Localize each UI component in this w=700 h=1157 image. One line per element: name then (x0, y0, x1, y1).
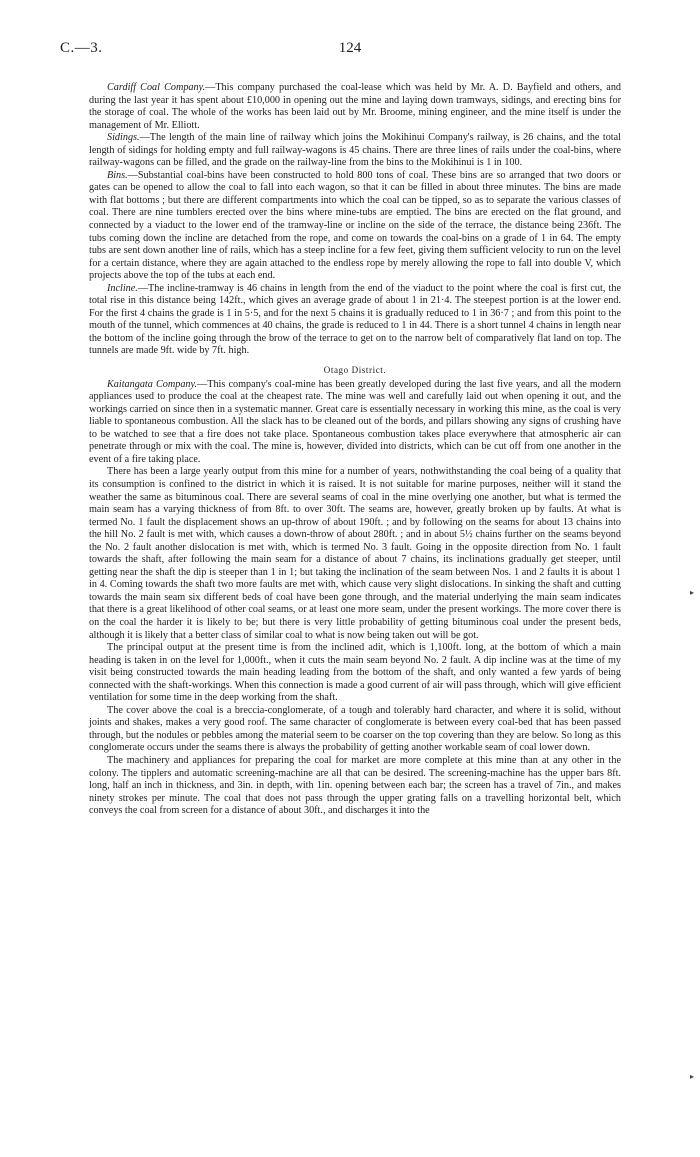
paragraph-lead: Cardiff Coal Company. (107, 82, 206, 93)
paragraph-cover (89, 705, 621, 755)
paragraph-lead: Bins. (107, 169, 128, 181)
body-text (89, 82, 621, 818)
paragraph-lead: Kaitangata Company. (107, 378, 198, 390)
paragraph-kaitangata (89, 379, 621, 467)
paragraph-output (89, 466, 621, 642)
paragraph-incline (89, 283, 621, 358)
paragraph-text: —The incline-tramway is 46 chains in length from the end of the viaduct to the point where the coal is first cut, the total rise in this distance being 142ft., which gives an average grade of about 1 in 21·4. The steepest portion is at the lower end. For the first 4 chains the grade is 1 in 5·5, and for the next 5 chains it is gradually reduced to 1 in 36·7 ; and from this point to the mouth of the tunnel, which commences at 40 chains, the grade is reduced to 1 in 44. There is a short tunnel 4 chains in length near the bottom of the incline going through the brow of the terrace to get on to the narrow belt of comparatively flat land on top. The tunnels are made 9ft. wide by 7ft. high. (89, 282, 621, 357)
paragraph-sidings (89, 132, 621, 170)
paragraph-lead: Incline. (107, 282, 138, 294)
paragraph-principal-output (89, 642, 621, 705)
paragraph-text: The machinery and appliances for preparing the coal for market are more complete at this mine than at any other in the colony. The tipplers and automatic screening-machine are all that can be desired. The screening-machine has the upper bars 8ft. long, half an inch in thickness, and 3in. in depth, with 1in. opening between each bar; the screen has a travel of 7in., and makes ninety strokes per minute. The coal that does not pass through the upper grating falls on a travelling horizontal belt, which conveys the coal from screen for a distance of about 30ft., and discharges it into the (89, 754, 621, 817)
paragraph-text: The principal output at the present time is from the inclined adit, which is 1,100ft. long, at the bottom of which a main heading is taken in on the level for 1,000ft., when it cuts the main seam beyond No. 2 fault. A dip incline was at the time of my visit being constructed towards the main heading leading from the bottom of the shaft, and only wanted a few yards of being connected with the shaft-workings. When this connection is made a good current of air will pass through, which will give efficient ventilation for some time in the deep working from the shaft. (89, 642, 621, 704)
section-code: C.—3. (60, 40, 103, 56)
margin-mark-icon: ▸ (689, 588, 694, 597)
paragraph-cardiff (89, 82, 621, 132)
paragraph-lead: Sidings. (107, 132, 140, 144)
paragraph-text: —Substantial coal-bins have been constructed to hold 800 tons of coal. These bins are so arranged that two doors or gates can be opened to allow the coal to fall into each wagon, so that it can be filled in about three minutes. The bins are made with flat bottoms ; but there are different compartments into which the coal can be tipped, so as to separate the various classes of coal. There are nine tumblers erected over the bins where mine-tubs are emptied. The bins are erected on the flat ground, and connected by a viaduct to the lower end of the tramway-line or incline on the side of the terrace, the distance being 236ft. The tubs coming down the incline are detached from the rope, and come on towards the coal-bins on a grade of 1 in 64. The empty tubs are sent down another line of rails, which has a steep incline for a few feet, giving them sufficient velocity to run on the level for a certain distance, where they are again attached to the endless rope by merely allowing the rope to fall into double V, which projects above the top of the tubs at each end. (89, 169, 621, 282)
paragraph-text: —The length of the main line of railway which joins the Mokihinui Company's railway, is 26 chains, and the total length of sidings for holding empty and full railway-wagons is 45 chains. There are three lines of rails under the coal-bins, where railway-wagons can be filled, and the grade on the railway-line from the bins to the Mokihinui is 1 in 100. (89, 132, 621, 169)
page-number: 124 (338, 40, 362, 56)
margin-mark-icon: ▸ (689, 1072, 694, 1081)
paragraph-text: There has been a large yearly output from this mine for a number of years, nothwithstanding the coal being of a quality that its consumption is confined to the district in which it is raised. It is not suitable for marine purposes, neither will it stand the weather the same as bituminous coal. There are several seams of coal in the mine overlying one another, but what is termed the main seam has a varying thickness of from 8ft. to over 30ft. The seams are, however, greatly broken up by faults. At what is termed No. 1 fault the displacement shows an up-throw of about 190ft. ; and by following on the seams for about 13 chains into the hill No. 2 fault is met with, which causes a down-throw of about 280ft. ; and in about 5½ chains further on the seams beyond the No. 2 fault another dislocation is met with, which is termed No. 3 fault. Going in the opposite direction from No. 1 fault towards the shaft, after following the main seam for a distance of about 7 chains, its inclinations gradually get steeper, until getting near the shaft the dip is steeper than 1 in 1; but taking the inclination of the seam between Nos. 1 and 2 faults it is about 1 in 4. Coming towards the shaft two more faults are met with, which cause very slight dislocations. In sinking the shaft and cutting towards the main seam six different beds of coal have been gone through, and the material underlying the main seam indicates that there is a great likelihood of other coal seams, or at least one more seam, under the present workings. The more cover there is on the coal the harder it is likely to be; but there is very little probability of getting bituminous coal under the present beds, although it is likely that a better class of similar coal to what is now being taken out will be got. (89, 466, 621, 641)
paragraph-text: The cover above the coal is a breccia-conglomerate, of a tough and tolerably hard character, and where it is solid, without joints and shakes, makes a very good roof. The same character of conglomerate is between every coal-bed that has been passed through, but the nodules or pebbles among the material seem to be coarser on the top covering than they are below. So long as this conglomerate occurs under the seams there is always the probability of getting another workable seam of coal lower down. (89, 704, 621, 754)
paragraph-machinery (89, 755, 621, 818)
paragraph-text: —This company purchased the coal-lease which was held by Mr. A. D. Bayfield and others, and during the last year it has spent about £10,000 in opening out the mine and laying down tramways, sidings, and erecting bins for the storage of coal. The whole of the works has been laid out by Mr. Broome, mining engineer, and the mine itself is under the management of Mr. Elliott. (89, 82, 622, 131)
section-heading-otago: Otago District. (323, 365, 387, 376)
paragraph-bins (89, 170, 621, 283)
paragraph-text: —This company's coal-mine has been greatly developed during the last five years, and all the modern appliances used to produce the coal at the cheapest rate. The mine was well and carefully laid out when opening it out, and the workings carried on since then in a systematic manner. Great care is essentially necessary in working this mine, as the coal is very liable to spontaneous combustion. All the slack has to be cleaned out of the bords, and pillars showing any signs of crushing have to be watched to see that a fire does not take place. Spontaneous combustion takes place everywhere that atmospheric air can penetrate through or mix with the coal. The mine is, however, divided into districts, which can be cut off from one another in the event of a fire taking place. (89, 378, 621, 465)
page-header (60, 40, 640, 64)
